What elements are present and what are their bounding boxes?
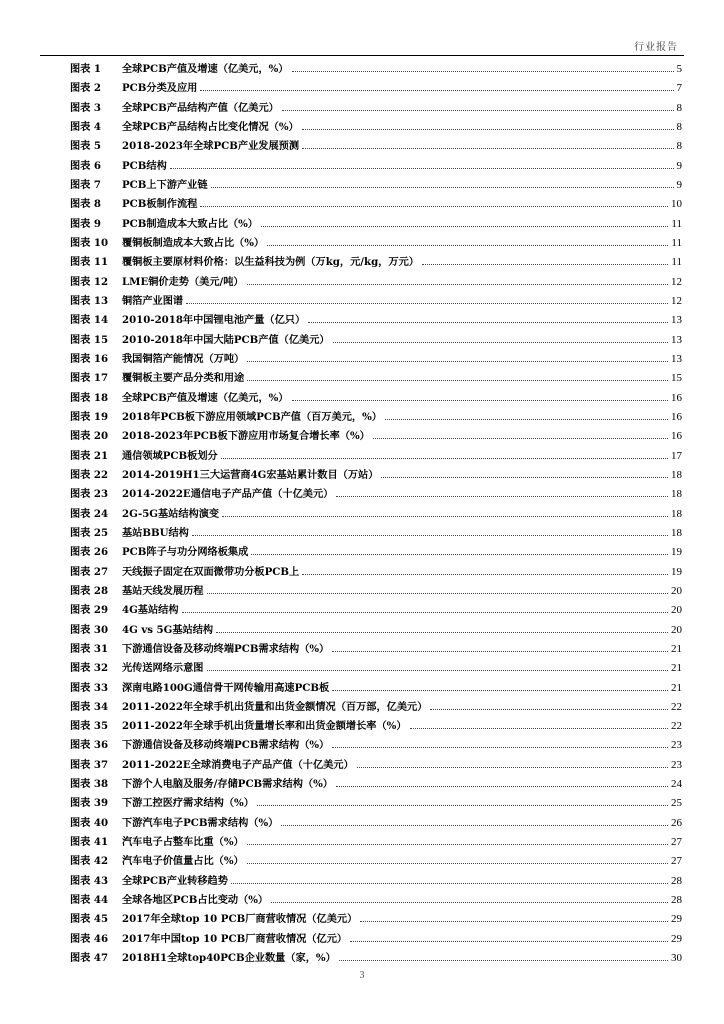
toc-entry-title: 2014-2019H1三大运营商4G宏基站累计数目（万站） [122,468,379,481]
toc-dot-leader [257,805,668,806]
toc-entry[interactable] [70,79,682,98]
toc-entry[interactable] [70,910,682,929]
toc-dot-leader [247,361,668,362]
toc-entry[interactable] [70,369,682,388]
toc-entry[interactable] [70,292,682,311]
toc-dot-leader [336,496,668,497]
toc-dot-leader [170,168,674,169]
toc-entry[interactable] [70,60,682,79]
toc-entry-title: 覆铜板主要原材料价格：以生益科技为例（万kg，元/kg，万元） [122,256,419,269]
toc-entry-title: 2010-2018年中国锂电池产量（亿只） [122,314,306,327]
toc-dot-leader [222,516,668,517]
toc-entry-title: 2014-2022E通信电子产品产值（十亿美元） [122,488,334,501]
toc-entry[interactable] [70,582,682,601]
toc-entry-number: 图表 36 [70,739,109,752]
toc-entry-page: 21 [671,642,682,655]
toc-entry-page: 18 [671,526,682,539]
toc-entry-page: 25 [671,797,682,810]
toc-entry-title: 2011-2022E全球消费电子产品产值（十亿美元） [122,758,354,771]
toc-entry-page: 29 [671,932,682,945]
toc-entry-number: 图表 24 [70,507,109,520]
toc-entry-number: 图表 15 [70,333,109,346]
toc-entry[interactable] [70,563,682,582]
toc-entry-number: 图表 22 [70,468,109,481]
toc-entry[interactable] [70,794,682,813]
toc-entry[interactable] [70,930,682,949]
toc-dot-leader [281,825,668,826]
toc-entry-page: 18 [671,507,682,520]
toc-entry-page: 20 [671,623,682,636]
toc-entry-page: 5 [676,63,682,75]
toc-entry[interactable] [70,215,682,234]
toc-entry[interactable] [70,717,682,736]
toc-entry-title: 2018H1全球top40PCB企业数量（家，%） [122,952,336,965]
toc-dot-leader [410,728,668,729]
toc-entry-title: PCB结构 [122,159,167,172]
toc-entry-page: 11 [671,217,682,230]
toc-entry-title: 下游通信设备及移动终端PCB需求结构（%） [122,739,330,752]
toc-entry-number: 图表 13 [70,294,109,307]
toc-entry[interactable] [70,621,682,640]
toc-entry-number: 图表 35 [70,720,109,733]
toc-entry-number: 图表 26 [70,546,109,559]
toc-entry-number: 图表 39 [70,797,109,810]
toc-entry-number: 图表 31 [70,642,109,655]
toc-dot-leader [247,380,668,381]
toc-entry-title: PCB上下游产业链 [122,178,208,191]
toc-entry[interactable] [70,756,682,775]
toc-entry-number: 图表 17 [70,372,109,385]
toc-entry-page: 17 [671,449,682,462]
toc-entry[interactable] [70,640,682,659]
toc-entry-number: 图表 40 [70,816,109,829]
toc-entry-page: 15 [671,372,682,385]
toc-dot-leader [333,342,668,343]
toc-entry[interactable] [70,891,682,910]
toc-entry-page: 22 [671,700,682,713]
toc-entry-page: 26 [671,816,682,829]
toc-entry[interactable] [70,601,682,620]
toc-dot-leader [231,883,668,884]
toc-entry-number: 图表 14 [70,314,109,327]
toc-entry-title: 2011-2022年全球手机出货量和出货金额情况（百万部，亿美元） [122,700,428,713]
toc-entry-page: 29 [671,913,682,926]
toc-entry-title: 铜箔产业图谱 [122,294,184,307]
toc-entry-page: 16 [671,430,682,443]
toc-entry-title: 下游通信设备及移动终端PCB需求结构（%） [122,642,330,655]
toc-entry-title: 2G-5G基站结构演变 [122,507,220,520]
toc-entry-number: 图表 21 [70,449,109,462]
toc-entry-title: 2018-2023年全球PCB产业发展预测 [122,140,300,153]
toc-dot-leader [221,458,668,459]
toc-entry-number: 图表 45 [70,913,109,926]
toc-entry[interactable] [70,137,682,156]
toc-entry[interactable] [70,331,682,350]
toc-entry-page: 24 [671,778,682,791]
toc-entry[interactable] [70,736,682,755]
toc-dot-leader [267,245,668,246]
toc-entry-number: 图表 32 [70,662,109,675]
toc-entry[interactable] [70,485,682,504]
toc-entry-number: 图表 46 [70,932,109,945]
toc-dot-leader [200,206,668,207]
toc-dot-leader [251,554,668,555]
toc-entry[interactable] [70,775,682,794]
toc-entry-title: 光传送网络示意图 [122,662,204,675]
toc-dot-leader [302,148,673,149]
toc-entry[interactable] [70,273,682,292]
toc-entry-number: 图表 7 [70,178,102,191]
toc-entry-page: 18 [671,468,682,481]
toc-entry-page: 20 [671,604,682,617]
toc-entry-page: 20 [671,584,682,597]
toc-entry[interactable] [70,814,682,833]
toc-entry-number: 图表 8 [70,198,102,211]
toc-dot-leader [247,863,668,864]
toc-entry-page: 19 [671,546,682,559]
toc-entry-page: 27 [671,836,682,849]
figure-list [70,60,682,968]
toc-entry[interactable] [70,408,682,427]
toc-entry[interactable] [70,698,682,717]
toc-dot-leader [261,226,668,227]
toc-entry-title: 全球各地区PCB占比变动（%） [122,894,269,907]
toc-dot-leader [308,322,668,323]
toc-entry-page: 8 [676,140,682,153]
toc-entry-number: 图表 19 [70,410,109,423]
toc-entry-title: 覆铜板制造成本大致占比（%） [122,236,265,249]
toc-entry-number: 图表 30 [70,623,109,636]
toc-entry-number: 图表 47 [70,952,109,965]
toc-entry-number: 图表 44 [70,894,109,907]
toc-entry-page: 11 [671,256,682,269]
toc-entry-page: 23 [671,758,682,771]
toc-entry-title: 4G基站结构 [122,604,179,617]
toc-dot-leader [332,651,668,652]
toc-dot-leader [186,303,668,304]
toc-dot-leader [247,284,668,285]
page-number: 3 [359,970,365,981]
toc-entry-title: 汽车电子价值量占比（%） [122,855,244,868]
toc-dot-leader [182,612,668,613]
toc-entry-number: 图表 25 [70,526,109,539]
toc-entry-title: 基站BBU结构 [122,526,189,539]
toc-entry-page: 16 [671,391,682,404]
toc-entry-title: 2018年PCB板下游应用领域PCB产值（百万美元，%） [122,410,382,423]
toc-entry-title: 全球PCB产值及增速（亿美元，%） [122,391,289,404]
toc-entry-title: 下游工控医疗需求结构（%） [122,797,254,810]
toc-dot-leader [360,921,668,922]
toc-entry[interactable] [70,311,682,330]
toc-dot-leader [381,477,668,478]
toc-entry[interactable] [70,176,682,195]
toc-entry[interactable] [70,389,682,408]
toc-entry[interactable] [70,118,682,137]
toc-entry-number: 图表 34 [70,700,109,713]
toc-entry[interactable] [70,234,682,253]
toc-entry-title: 天线振子固定在双面微带功分板PCB上 [122,565,300,578]
toc-entry-number: 图表 2 [70,82,102,95]
toc-dot-leader [336,786,668,787]
toc-entry[interactable] [70,427,682,446]
toc-entry[interactable] [70,253,682,272]
toc-entry-title: 2018-2023年PCB板下游应用市场复合增长率（%） [122,430,370,443]
toc-dot-leader [282,110,674,111]
toc-dot-leader [292,71,674,72]
toc-entry-page: 13 [671,352,682,365]
toc-entry-page: 11 [671,236,682,249]
toc-dot-leader [357,767,668,768]
toc-entry[interactable] [70,99,682,118]
toc-entry-page: 30 [671,952,682,965]
toc-entry[interactable] [70,524,682,543]
toc-entry-number: 图表 16 [70,352,109,365]
toc-entry[interactable] [70,447,682,466]
toc-dot-leader [292,400,669,401]
toc-entry-number: 图表 1 [70,63,102,75]
toc-entry[interactable] [70,543,682,562]
toc-entry-page: 12 [671,275,682,288]
toc-entry-title: 全球PCB产业转移趋势 [122,874,228,887]
toc-entry-page: 27 [671,855,682,868]
toc-entry[interactable] [70,350,682,369]
toc-entry-number: 图表 42 [70,855,109,868]
toc-entry[interactable] [70,852,682,871]
toc-dot-leader [373,438,668,439]
toc-entry-number: 图表 12 [70,275,109,288]
toc-dot-leader [247,844,668,845]
toc-dot-leader [302,574,668,575]
toc-dot-leader [332,690,668,691]
toc-entry[interactable] [70,157,682,176]
toc-entry-number: 图表 43 [70,874,109,887]
toc-entry-number: 图表 27 [70,565,109,578]
toc-entry-title: PCB板制作流程 [122,198,198,211]
toc-dot-leader [332,747,668,748]
toc-entry-title: 深南电路100G通信骨干网传输用高速PCB板 [122,681,330,694]
toc-entry-page: 22 [671,720,682,733]
toc-entry-title: PCB阵子与功分网络板集成 [122,546,249,559]
toc-dot-leader [216,632,668,633]
toc-entry-number: 图表 4 [70,120,102,133]
toc-dot-leader [339,960,668,961]
toc-dot-leader [207,670,669,671]
toc-entry-page: 8 [676,120,682,133]
toc-dot-leader [422,264,668,265]
toc-entry-page: 9 [676,159,682,172]
toc-entry-title: 2011-2022年全球手机出货量增长率和出货金额增长率（%） [122,720,407,733]
toc-entry-page: 19 [671,565,682,578]
toc-entry-title: 全球PCB产品结构占比变化情况（%） [122,120,299,133]
toc-entry-number: 图表 9 [70,217,102,230]
toc-entry-number: 图表 23 [70,488,109,501]
toc-entry[interactable] [70,505,682,524]
toc-entry-page: 8 [676,101,682,114]
toc-entry[interactable] [70,195,682,214]
toc-entry-title: PCB制造成本大致占比（%） [122,217,258,230]
toc-entry-page: 9 [676,178,682,191]
toc-entry-title: 覆铜板主要产品分类和用途 [122,372,245,385]
toc-entry[interactable] [70,872,682,891]
toc-entry-title: 汽车电子占整车比重（%） [122,836,244,849]
toc-dot-leader [271,902,668,903]
toc-entry-number: 图表 5 [70,140,102,153]
toc-entry-title: 下游个人电脑及服务/存储PCB需求结构（%） [122,778,333,791]
toc-entry[interactable] [70,679,682,698]
toc-entry-title: PCB分类及应用 [122,82,198,95]
toc-entry-number: 图表 33 [70,681,109,694]
toc-entry-number: 图表 3 [70,101,102,114]
toc-dot-leader [200,90,673,91]
toc-dot-leader [430,709,668,710]
toc-entry-page: 18 [671,488,682,501]
toc-entry-page: 13 [671,314,682,327]
toc-entry-title: 全球PCB产值及增速（亿美元，%） [122,63,289,75]
toc-entry-number: 图表 18 [70,391,109,404]
header-divider [40,55,684,56]
toc-entry-number: 图表 29 [70,604,109,617]
toc-entry[interactable] [70,833,682,852]
toc-entry[interactable] [70,659,682,678]
toc-dot-leader [385,419,668,420]
toc-entry-title: 2017年全球top 10 PCB厂商营收情况（亿美元） [122,913,358,926]
toc-entry-title: 全球PCB产品结构产值（亿美元） [122,101,279,114]
toc-entry-page: 13 [671,333,682,346]
toc-entry[interactable] [70,949,682,968]
toc-entry-page: 28 [671,894,682,907]
toc-entry-page: 12 [671,294,682,307]
toc-entry-number: 图表 6 [70,159,102,172]
toc-dot-leader [350,941,668,942]
toc-entry-number: 图表 11 [70,256,109,269]
toc-entry-title: LME铜价走势（美元/吨） [122,275,244,288]
toc-dot-leader [207,593,669,594]
toc-entry-page: 21 [671,681,682,694]
toc-entry-number: 图表 20 [70,430,109,443]
toc-entry-number: 图表 37 [70,758,109,771]
toc-entry-title: 4G vs 5G基站结构 [122,623,214,636]
toc-entry-page: 21 [671,662,682,675]
toc-entry-number: 图表 10 [70,236,109,249]
toc-dot-leader [302,129,674,130]
toc-entry-number: 图表 38 [70,778,109,791]
toc-entry-title: 通信领域PCB板划分 [122,449,218,462]
toc-dot-leader [211,187,674,188]
toc-entry-title: 下游汽车电子PCB需求结构（%） [122,816,279,829]
toc-entry-title: 基站天线发展历程 [122,584,204,597]
toc-entry-page: 28 [671,874,682,887]
toc-entry-title: 我国铜箔产能情况（万吨） [122,352,245,365]
toc-entry-page: 16 [671,410,682,423]
toc-entry-page: 23 [671,739,682,752]
report-type-label: 行业报告 [634,42,678,53]
toc-entry-page: 7 [676,82,682,95]
toc-entry-title: 2010-2018年中国大陆PCB产值（亿美元） [122,333,330,346]
toc-entry-number: 图表 28 [70,584,109,597]
toc-entry-title: 2017年中国top 10 PCB厂商营收情况（亿元） [122,932,348,945]
toc-dot-leader [192,535,668,536]
toc-entry-number: 图表 41 [70,836,109,849]
toc-entry[interactable] [70,466,682,485]
toc-entry-page: 10 [671,198,682,211]
